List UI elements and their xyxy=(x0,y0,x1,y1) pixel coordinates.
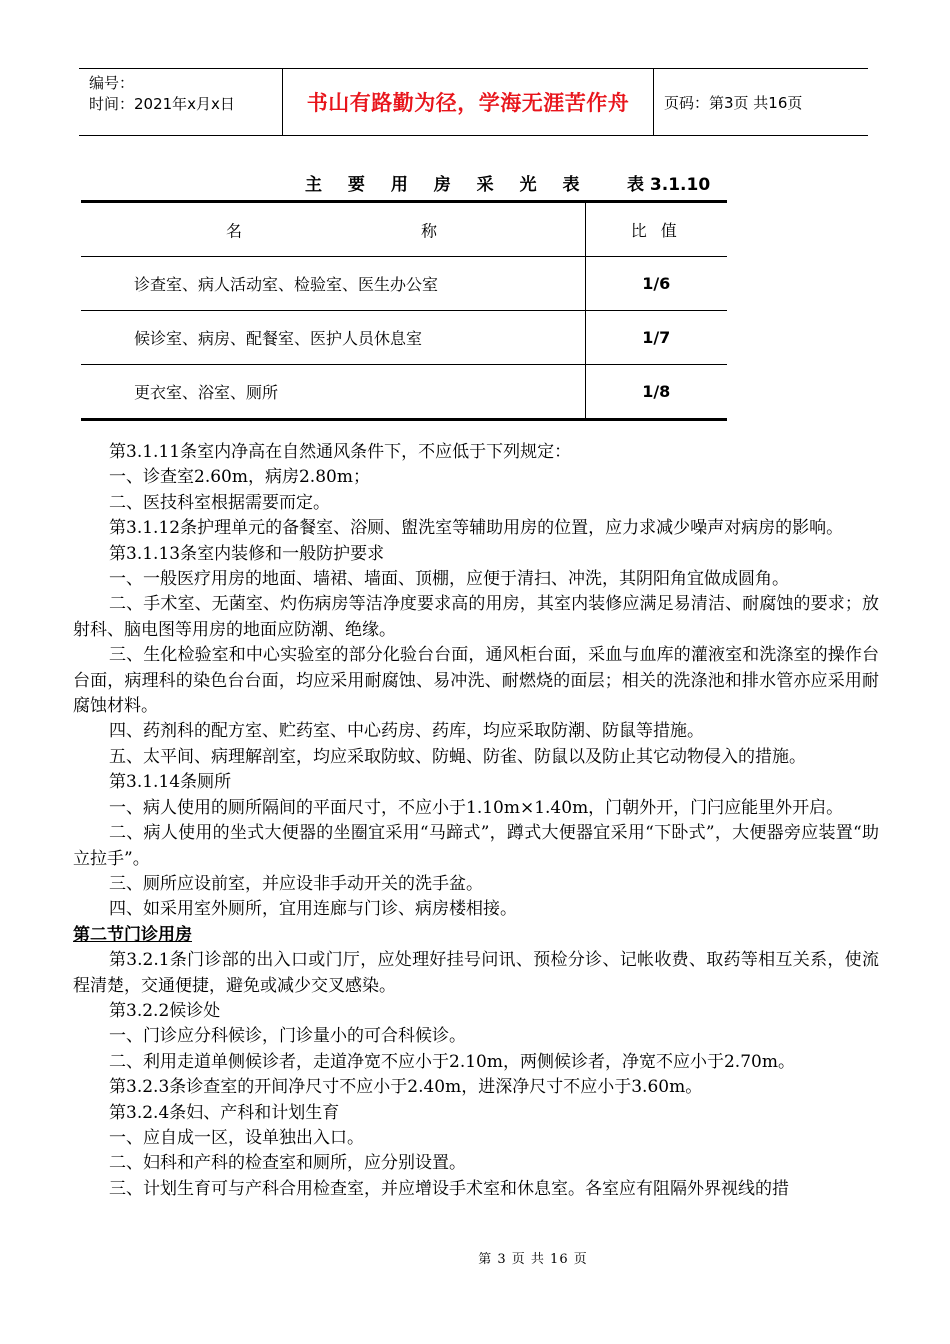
table-row xyxy=(81,311,727,365)
time-label: 时间：2021年x月x日 xyxy=(89,95,235,113)
header-meta-cell xyxy=(79,69,282,135)
header-motto: 书山有路勤为径，学海无涯苦作舟 xyxy=(282,69,654,135)
paragraph: 二、手术室、无菌室、灼伤病房等洁净度要求高的用房，其室内装修应满足易清洁、耐腐蚀的要求；放射科、脑电图等用房的地面应防潮、绝缘。 xyxy=(73,594,879,640)
paragraph: 二、医技科室根据需要而定。 xyxy=(109,492,330,513)
paragraph: 三、计划生育可与产科合用检查室，并应增设手术室和休息室。各室应有阻隔外界视线的措 xyxy=(109,1178,789,1199)
paragraph: 四、药剂科的配方室、贮药室、中心药房、药库，均应采取防潮、防鼠等措施。 xyxy=(109,721,704,742)
document-header xyxy=(79,68,868,136)
paragraph: 一、病人使用的厕所隔间的平面尺寸，不应小于1.10m×1.40m，门朝外开，门闩应能里外开启。 xyxy=(109,797,844,818)
column-header-name-b: 称 xyxy=(421,221,438,240)
lighting-ratio-table xyxy=(81,200,727,421)
paragraph: 五、太平间、病理解剖室，均应采取防蚊、防蝇、防雀、防鼠以及防止其它动物侵入的措施。 xyxy=(109,746,806,767)
paragraph: 第3.1.11条室内净高在自然通风条件下，不应低于下列规定： xyxy=(109,442,572,462)
paragraph: 第3.2.1条门诊部的出入口或门厅，应处理好挂号问讯、预检分诊、记帐收费、取药等相互关系，使流程清楚，交通便捷，避免或减少交叉感染。 xyxy=(73,950,879,996)
paragraph: 一、应自成一区，设单独出入口。 xyxy=(109,1127,364,1148)
paragraph: 一、门诊应分科候诊，门诊量小的可合科候诊。 xyxy=(109,1026,466,1047)
paragraph: 二、妇科和产科的检查室和厕所，应分别设置。 xyxy=(109,1153,466,1174)
table-row xyxy=(81,257,727,311)
header-page-info: 页码：第3页 共16页 xyxy=(664,93,803,112)
section-heading: 第二节门诊用房 xyxy=(73,924,192,945)
ratio-value: 1/6 xyxy=(585,257,727,311)
column-header-value: 比值 xyxy=(585,202,727,257)
paragraph: 第3.2.3条诊查室的开间净尺寸不应小于2.40m，进深净尺寸不应小于3.60m。 xyxy=(109,1077,703,1098)
table-number: 表 3.1.10 xyxy=(627,175,711,195)
column-header-name xyxy=(81,202,585,257)
paragraph: 三、厕所应设前室，并应设非手动开关的洗手盆。 xyxy=(109,873,483,894)
paragraph: 一、诊查室2.60m，病房2.80m； xyxy=(109,467,370,488)
room-names: 诊查室、病人活动室、检验室、医生办公室 xyxy=(81,257,585,311)
paragraph: 第3.1.12条护理单元的备餐室、浴厕、盥洗室等辅助用房的位置，应力求减少噪声对病房的影响。 xyxy=(109,518,844,539)
paragraph: 第3.2.4条妇、产科和计划生育 xyxy=(109,1102,340,1123)
table-row xyxy=(81,365,727,420)
serial-label: 编号： xyxy=(89,74,135,92)
page-footer: 第 3 页 共 16 页 xyxy=(478,1252,588,1267)
paragraph: 第3.1.13条室内装修和一般防护要求 xyxy=(109,543,385,564)
paragraph: 第3.2.2候诊处 xyxy=(109,1000,221,1021)
ratio-value: 1/8 xyxy=(585,365,727,420)
column-header-name-a: 名 xyxy=(226,221,243,240)
table-title: 主 要 用 房 采 光 表 xyxy=(305,175,590,195)
ratio-value: 1/7 xyxy=(585,311,727,365)
paragraph: 二、病人使用的坐式大便器的坐圈宜采用“马蹄式”，蹲式大便器宜采用“下卧式”，大便器旁应装置“助立拉手”。 xyxy=(73,823,879,869)
paragraph: 第3.1.14条厕所 xyxy=(109,772,232,793)
document-body xyxy=(73,440,879,1202)
paragraph: 四、如采用室外厕所，宜用连廊与门诊、病房楼相接。 xyxy=(109,899,517,920)
paragraph: 一、一般医疗用房的地面、墙裙、墙面、顶棚，应便于清扫、冲洗，其阴阳角宜做成圆角。 xyxy=(109,569,789,590)
room-names: 更衣室、浴室、厕所 xyxy=(81,365,585,420)
paragraph: 三、生化检验室和中心实验室的部分化验台台面，通风柜台面，采血与血库的灌液室和洗涤室的操作台台面，病理科的染色台台面，均应采用耐腐蚀、易冲洗、耐燃烧的面层；相关的洗涤池和排水管亦应采用耐腐蚀材料。 xyxy=(73,645,879,717)
room-names: 候诊室、病房、配餐室、医护人员休息室 xyxy=(81,311,585,365)
table-header-row xyxy=(81,202,727,257)
paragraph: 二、利用走道单侧候诊者，走道净宽不应小于2.10m，两侧候诊者，净宽不应小于2.70m。 xyxy=(109,1051,795,1072)
